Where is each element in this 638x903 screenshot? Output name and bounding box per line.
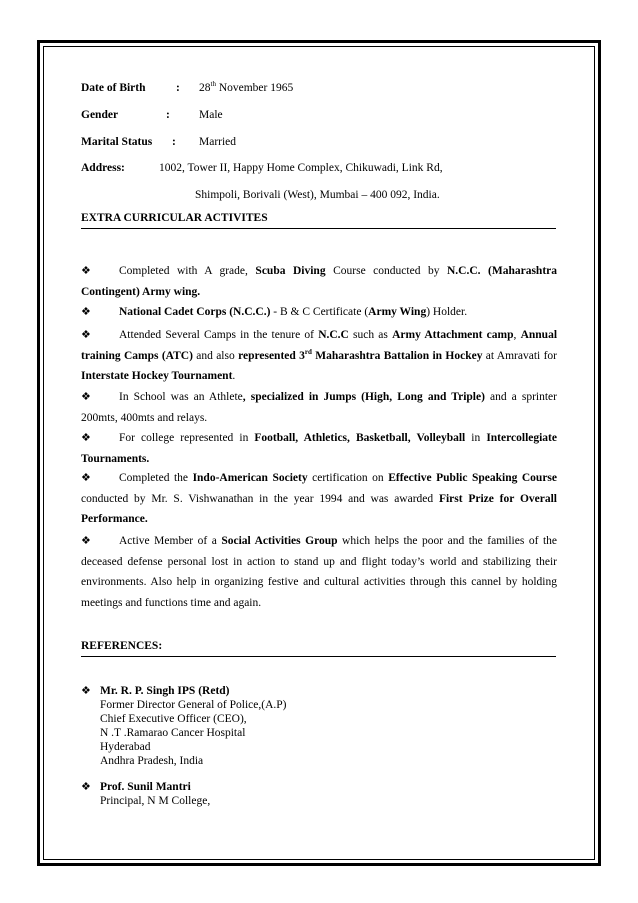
- address-label: Address:: [81, 162, 125, 174]
- address-line-1: 1002, Tower II, Happy Home Complex, Chikuwadi, Link Rd,: [159, 162, 443, 174]
- reference-item: [81, 684, 287, 768]
- marital-value: Married: [199, 136, 237, 148]
- reference-line: Hyderabad: [100, 741, 151, 753]
- marital-label: Marital Status: [81, 136, 153, 148]
- activity-item-social: ❖ Active Member of a Social Activities Group which helps the poor and the families of the deceased defense personal lost in action to stand up and flight today’s world and stabilizing their environments. Also help in organizing festive and cultural activities through this cannel by holding meetings and functions time and again.: [81, 531, 557, 613]
- diamond-bullet-icon: ❖: [81, 432, 91, 444]
- dob-separator: :: [176, 82, 180, 94]
- diamond-bullet-icon: ❖: [81, 391, 91, 403]
- diamond-bullet-icon: ❖: [81, 265, 91, 277]
- gender-separator: :: [166, 109, 170, 121]
- reference-name: Prof. Sunil Mantri: [100, 781, 191, 793]
- diamond-bullet-icon: ❖: [81, 472, 91, 484]
- gender-value: Male: [199, 109, 223, 121]
- activity-item-ncc: ❖ National Cadet Corps (N.C.C.) - B & C Certificate (Army Wing) Holder.: [81, 302, 557, 323]
- reference-item: [81, 780, 210, 808]
- diamond-bullet-icon: ❖: [81, 329, 91, 341]
- activity-item-college: ❖ For college represented in Football, Athletics, Basketball, Volleyball in Intercollegiate Tournaments.: [81, 428, 557, 469]
- dob-value: 28th November 1965: [199, 80, 294, 94]
- reference-line: N .T .Ramarao Cancer Hospital: [100, 727, 246, 739]
- diamond-bullet-icon: ❖: [81, 685, 91, 697]
- reference-line: Andhra Pradesh, India: [100, 755, 204, 767]
- extra-curricular-title: EXTRA CURRICULAR ACTIVITES: [81, 212, 268, 224]
- activity-item-camps: ❖ Attended Several Camps in the tenure of N.C.C such as Army Attachment camp, Annual training Camps (ATC) and also represented 3rd Maharashtra Battalion in Hockey at Amravati for Interstate Hockey Tournament.: [81, 325, 557, 387]
- marital-separator: :: [172, 136, 176, 148]
- activity-item-scuba: ❖ Completed with A grade, Scuba Diving Course conducted by N.C.C. (Maharashtra Contingent) Army wing.: [81, 261, 557, 302]
- diamond-bullet-icon: ❖: [81, 306, 91, 318]
- diamond-bullet-icon: ❖: [81, 781, 91, 793]
- activity-item-speaking: ❖ Completed the Indo-American Society certification on Effective Public Speaking Course conducted by Mr. S. Vishwanathan in the year 1994 and was awarded First Prize for Overall Performance.: [81, 468, 557, 530]
- reference-line: Principal, N M College,: [100, 795, 211, 807]
- address-line-2: Shimpoli, Borivali (West), Mumbai – 400 092, India.: [195, 189, 440, 201]
- dob-label: Date of Birth: [81, 82, 146, 94]
- gender-label: Gender: [81, 109, 119, 121]
- reference-name: Mr. R. P. Singh IPS (Retd): [100, 685, 230, 697]
- section-divider: [81, 656, 556, 657]
- references-title: REFERENCES:: [81, 640, 163, 652]
- reference-line: Chief Executive Officer (CEO),: [100, 713, 247, 725]
- reference-line: Former Director General of Police,(A.P): [100, 699, 287, 711]
- diamond-bullet-icon: ❖: [81, 535, 91, 547]
- section-divider: [81, 228, 556, 229]
- activity-item-athlete: ❖ In School was an Athlete, specialized in Jumps (High, Long and Triple) and a sprinter 200mts, 400mts and relays.: [81, 387, 557, 428]
